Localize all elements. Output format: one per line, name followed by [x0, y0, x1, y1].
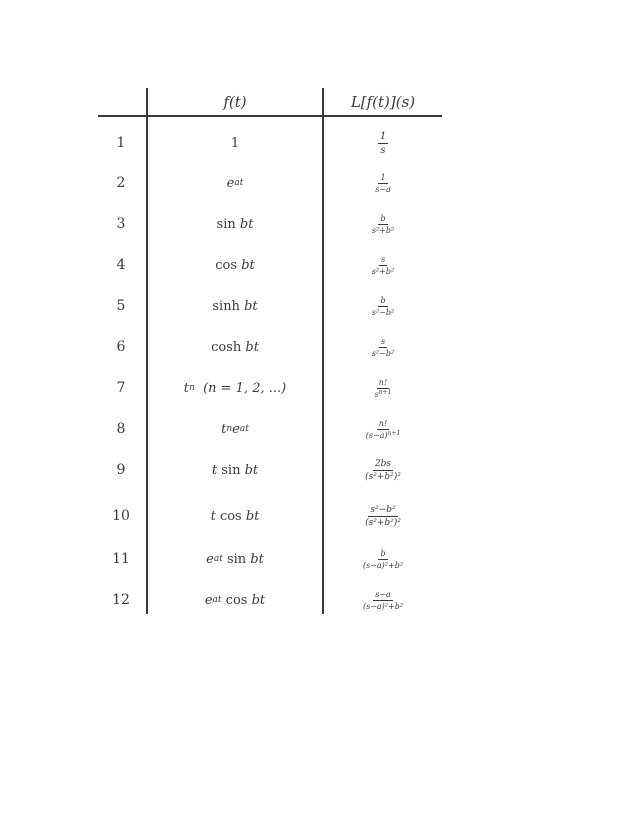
f-cell: t n e at	[221, 421, 249, 437]
den-exponent: n+1	[387, 429, 401, 437]
header-f-of-t: f(t)	[223, 93, 247, 111]
argument: bt	[251, 592, 266, 608]
table-row	[98, 163, 442, 203]
argument: bt	[241, 257, 255, 273]
den-exponent: n+1	[378, 388, 392, 396]
fraction	[370, 214, 396, 235]
f-expression: 1	[230, 135, 240, 151]
table-row	[98, 496, 442, 536]
row-number: 8	[116, 421, 126, 437]
f-cell	[148, 450, 322, 490]
laplace-cell	[324, 327, 442, 367]
laplace-cell	[324, 580, 442, 620]
numerator: 1	[379, 130, 387, 142]
argument: bt	[244, 298, 258, 314]
table-row	[98, 286, 442, 326]
laplace-cell	[324, 450, 442, 490]
row-number: 6	[116, 339, 126, 355]
t-var: t	[183, 380, 189, 396]
table-row	[98, 409, 442, 449]
denominator: s²+b²	[371, 225, 395, 235]
func-name: cos	[225, 592, 248, 608]
f-cell	[148, 204, 322, 244]
numerator: n!	[378, 377, 388, 387]
denominator: s²+b²	[371, 266, 395, 276]
laplace-cell	[324, 496, 442, 536]
argument: bt	[250, 551, 264, 567]
f-cell: e at	[226, 175, 244, 191]
func-name: sin	[226, 551, 247, 567]
denominator	[364, 430, 403, 440]
argument: bt	[239, 216, 254, 232]
f-cell	[148, 245, 322, 285]
numerator: s	[380, 336, 386, 346]
row-number: 9	[116, 462, 126, 478]
table-row	[98, 580, 442, 620]
laplace-cell	[324, 286, 442, 326]
func-name: cos	[219, 508, 242, 524]
f-cell	[148, 496, 322, 536]
f-cell: e at sin bt	[206, 551, 264, 567]
t-var: t	[221, 421, 227, 437]
fraction	[363, 505, 403, 528]
laplace-cell	[324, 409, 442, 449]
fraction	[370, 296, 396, 317]
row-number: 3	[116, 216, 126, 232]
fraction	[361, 590, 405, 611]
row-number: 2	[116, 175, 126, 191]
laplace-cell	[324, 123, 442, 163]
fraction	[370, 337, 396, 358]
table-row	[98, 539, 442, 579]
header-laplace: L[f(t)](s)	[350, 93, 416, 111]
exp-base: e	[226, 175, 235, 191]
denominator: s	[380, 144, 386, 156]
f-cell	[148, 286, 322, 326]
func-name: sinh	[212, 298, 240, 314]
table-row	[98, 368, 442, 408]
numerator: b	[380, 548, 386, 558]
row-number: 4	[116, 257, 126, 273]
fraction	[370, 255, 396, 276]
denominator	[373, 389, 394, 399]
f-cell: t n (n = 1, 2, ...)	[183, 380, 287, 396]
exp-base: e	[204, 592, 213, 608]
t-var: t	[211, 462, 218, 478]
laplace-cell	[324, 204, 442, 244]
laplace-transform-table	[98, 88, 442, 614]
row-number: 7	[116, 380, 126, 396]
func-name: cos	[215, 257, 238, 273]
denominator: s²−b²	[371, 307, 395, 317]
numerator: s−a	[375, 589, 391, 599]
exp-base: e	[206, 551, 214, 567]
fraction	[373, 378, 394, 399]
row-number: 11	[112, 551, 130, 567]
header-divider	[98, 115, 442, 117]
row-number: 5	[116, 298, 126, 314]
func-name: sin	[216, 216, 236, 232]
f-cell	[148, 123, 322, 163]
fraction	[373, 173, 393, 194]
row-number: 10	[112, 508, 130, 524]
exp-base: e	[232, 421, 240, 437]
table-row	[98, 450, 442, 490]
numerator: s	[380, 254, 386, 264]
argument: bt	[244, 462, 259, 478]
row-number: 1	[116, 135, 126, 151]
denominator: (s²+b²)²	[365, 471, 401, 482]
table-row	[98, 245, 442, 285]
condition: (n = 1, 2, ...)	[203, 380, 287, 396]
fraction	[361, 549, 405, 570]
table-row	[98, 327, 442, 367]
denominator: s−a	[375, 184, 391, 194]
fraction	[378, 131, 388, 156]
laplace-cell	[324, 539, 442, 579]
den-base: s	[374, 389, 379, 399]
numerator: s²−b²	[370, 504, 396, 515]
row-number: 12	[112, 592, 130, 608]
laplace-cell	[324, 368, 442, 408]
fraction	[364, 419, 403, 440]
argument: bt	[245, 508, 260, 524]
denominator: (s²+b²)²	[365, 517, 401, 528]
numerator: b	[380, 213, 386, 223]
laplace-cell	[324, 245, 442, 285]
denominator: (s−a)²+b²	[362, 601, 404, 611]
t-var: t	[210, 508, 216, 524]
numerator: b	[380, 295, 386, 305]
argument: bt	[245, 339, 259, 355]
den-base: (s−a)	[365, 430, 388, 440]
numerator: 2bs	[374, 458, 392, 469]
denominator: (s−a)²+b²	[362, 560, 404, 570]
table-row	[98, 204, 442, 244]
table-row	[98, 123, 442, 163]
f-cell: e at cos bt	[204, 592, 266, 608]
laplace-cell	[324, 163, 442, 203]
numerator: n!	[378, 418, 388, 428]
func-name: cosh	[211, 339, 242, 355]
func-name: sin	[221, 462, 241, 478]
fraction	[363, 459, 403, 482]
numerator: 1	[380, 172, 386, 182]
denominator: s²−b²	[371, 348, 395, 358]
f-cell	[148, 327, 322, 367]
